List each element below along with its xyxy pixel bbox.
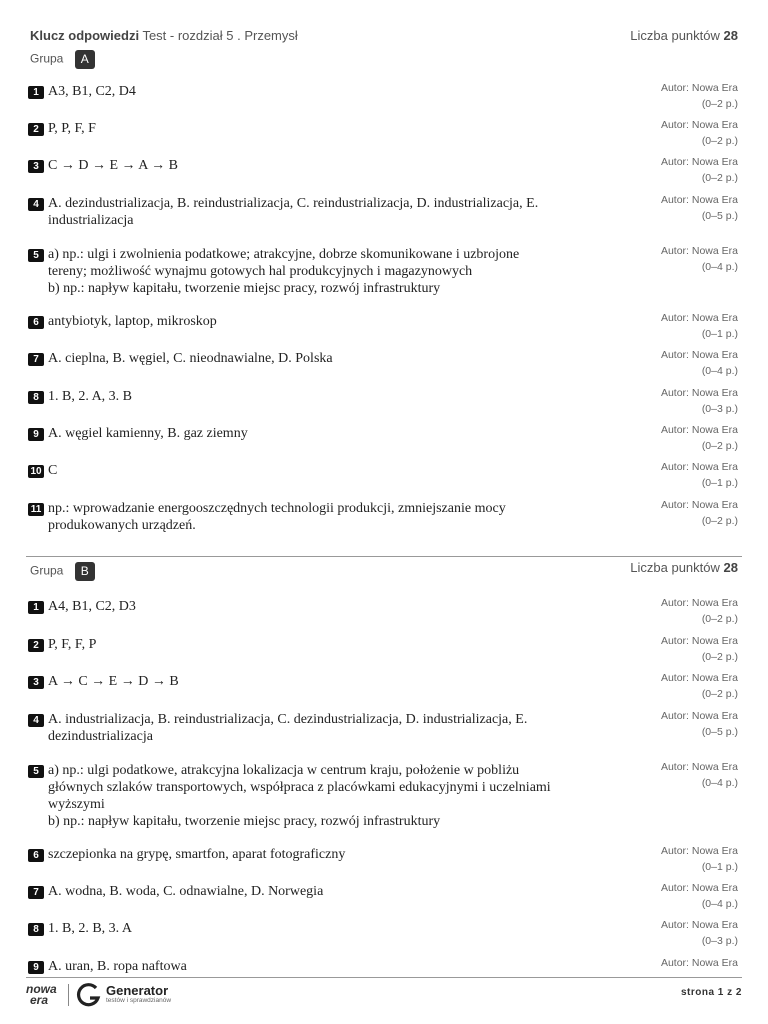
group-label: Grupa [30,563,64,578]
task-meta [661,192,738,224]
task-points: (0–4 p.) [701,261,738,273]
answer-line: dezindustrializacja [48,729,153,744]
task-meta [661,917,738,949]
task-meta [661,347,738,379]
task-number-badge: 4 [28,198,44,211]
answer-line: b) np.: napływ kapitału, tworzenie miejsc pracy, rozwój infrastruktury [48,814,441,829]
task-answer [48,500,588,534]
group-b-label [30,562,95,581]
task-answer [48,350,588,367]
answer-line: A4, B1, C2, D3 [48,599,136,614]
task-number-badge: 1 [28,86,44,99]
task-meta [661,117,738,149]
answer-line: a) np.: ulgi i zwolnienia podatkowe; atrakcyjne, dobrze skomunikowane i uzbrojone [48,247,520,262]
task-points: (0–2 p.) [701,613,738,625]
answer-line: głównych szlaków transportowych, współpraca z placówkami edukacyjnymi i uczelniami [48,780,551,795]
task-points: (0–2 p.) [701,98,738,110]
task-meta [661,880,738,912]
title-rest: Test - rozdział 5 . Przemysł [142,28,298,43]
task-points: (0–2 p.) [701,515,738,527]
task-author: Autor: Nowa Era [660,597,738,609]
task-answer [48,673,588,690]
task-author: Autor: Nowa Era [660,82,738,94]
task-number-badge: 1 [28,601,44,614]
task-meta [661,708,738,740]
group-letter-badge: B [75,562,95,581]
task-meta [661,422,738,454]
answer-line: A. uran, B. ropa naftowa [48,959,187,974]
task-author: Autor: Nowa Era [660,957,738,969]
task-points: (0–2 p.) [701,135,738,147]
task-number-badge: 4 [28,714,44,727]
task-answer [48,958,588,975]
task-points: (0–1 p.) [701,861,738,873]
task-number-badge: 8 [28,923,44,936]
task-number-badge: 8 [28,391,44,404]
task-author: Autor: Nowa Era [660,845,738,857]
task-answer [48,195,588,229]
points-value: 28 [723,560,738,575]
task-answer [48,388,588,405]
answer-line: 1. B, 2. A, 3. B [48,389,133,404]
task-meta [661,385,738,417]
task-meta [661,670,738,702]
task-answer [48,598,588,615]
task-author: Autor: Nowa Era [660,119,738,131]
group-letter-badge: A [75,50,95,69]
answer-line: A. dezindustrializacja, B. reindustrializacja, C. reindustrializacja, D. industrializacja, E. [48,196,539,211]
task-points: (0–3 p.) [701,403,738,415]
task-number-badge: 9 [28,428,44,441]
task-answer [48,762,588,830]
logo-nowa-text: nowa [26,982,57,996]
task-meta [661,459,738,491]
answer-line: C → D → E → A → B [48,158,178,173]
total-points [630,28,738,43]
task-meta [661,759,738,791]
task-answer [48,425,588,442]
task-meta [661,310,738,342]
task-points: (0–3 p.) [701,935,738,947]
task-answer [48,462,588,479]
task-answer [48,920,588,937]
task-number-badge: 2 [28,639,44,652]
task-number-badge: 9 [28,961,44,974]
task-answer [48,313,588,330]
task-answer [48,120,588,137]
answer-line: A3, B1, C2, D4 [48,84,136,99]
answer-line: antybiotyk, laptop, mikroskop [48,314,217,329]
answer-line: wyższymi [48,797,105,812]
group-divider [26,556,742,557]
group-a-label [30,50,95,69]
task-meta [661,80,738,112]
task-author: Autor: Nowa Era [660,156,738,168]
logo-separator [68,984,69,1006]
task-meta [661,633,738,665]
task-number-badge: 6 [28,316,44,329]
task-author: Autor: Nowa Era [660,461,738,473]
answer-line: P, P, F, F [48,121,96,136]
answer-line: szczepionka na grypę, smartfon, aparat fotograficzny [48,847,346,862]
task-points: (0–4 p.) [701,898,738,910]
task-meta [661,595,738,627]
points-value: 28 [723,28,738,43]
task-points: (0–1 p.) [701,477,738,489]
task-author: Autor: Nowa Era [660,499,738,511]
answer-line: a) np.: ulgi podatkowe, atrakcyjna lokalizacja w centrum kraju, położenie w pobliżu [48,763,520,778]
task-points: (0–4 p.) [701,365,738,377]
nowa-era-logo [26,984,57,1006]
task-number-badge: 6 [28,849,44,862]
task-number-badge: 10 [28,465,44,478]
task-answer [48,846,588,863]
answer-line: P, F, F, P [48,637,97,652]
page-footer [26,982,742,1012]
task-points: (0–2 p.) [701,651,738,663]
logo-era-text: era [30,993,49,1007]
document-header [30,28,738,46]
task-answer [48,636,588,653]
group-label: Grupa [30,51,64,66]
task-author: Autor: Nowa Era [660,761,738,773]
task-number-badge: 7 [28,353,44,366]
generator-subtitle: testów i sprawdzianów [106,997,172,1004]
task-answer [48,711,588,745]
title-bold: Klucz odpowiedzi [30,28,140,43]
answer-line: b) np.: napływ kapitału, tworzenie miejsc pracy, rozwój infrastruktury [48,281,441,296]
answer-line: produkowanych urządzeń. [48,518,196,533]
task-answer [48,883,588,900]
answer-line: A. industrializacja, B. reindustrializacja, C. dezindustrializacja, D. industrializacja, E. [48,712,528,727]
task-meta [661,243,738,275]
task-author: Autor: Nowa Era [660,194,738,206]
task-author: Autor: Nowa Era [660,424,738,436]
task-answer [48,83,588,100]
task-author: Autor: Nowa Era [660,710,738,722]
task-author: Autor: Nowa Era [660,672,738,684]
task-author: Autor: Nowa Era [660,349,738,361]
task-answer [48,157,588,174]
task-author: Autor: Nowa Era [660,635,738,647]
task-number-badge: 11 [28,503,44,516]
task-number-badge: 7 [28,886,44,899]
task-meta [661,955,738,971]
answer-line: A. cieplna, B. węgiel, C. nieodnawialne, D. Polska [48,351,333,366]
task-author: Autor: Nowa Era [660,882,738,894]
group-b-points [630,560,738,575]
task-number-badge: 2 [28,123,44,136]
task-author: Autor: Nowa Era [660,245,738,257]
task-points: (0–2 p.) [701,440,738,452]
answer-line: tereny; możliwość wynajmu gotowych hal produkcyjnych i magazynowych [48,264,473,279]
answer-line: A. wodna, B. woda, C. odnawialne, D. Norwegia [48,884,324,899]
task-author: Autor: Nowa Era [660,312,738,324]
task-meta [661,154,738,186]
task-meta [661,497,738,529]
task-number-badge: 3 [28,160,44,173]
task-points: (0–2 p.) [701,172,738,184]
answer-line: np.: wprowadzanie energooszczędnych technologii produkcji, zmniejszanie mocy [48,501,506,516]
page-number: strona 1 z 2 [680,987,742,998]
task-points: (0–5 p.) [701,210,738,222]
task-author: Autor: Nowa Era [660,919,738,931]
points-label: Liczba punktów [630,560,720,575]
answer-line: A. węgiel kamienny, B. gaz ziemny [48,426,248,441]
task-meta [661,843,738,875]
task-points: (0–5 p.) [701,726,738,738]
task-number-badge: 5 [28,249,44,262]
task-number-badge: 5 [28,765,44,778]
task-points: (0–1 p.) [701,328,738,340]
generator-g-icon [76,982,102,1008]
answer-line: A → C → E → D → B [48,674,179,689]
task-points: (0–4 p.) [701,777,738,789]
answer-line: 1. B, 2. B, 3. A [48,921,133,936]
task-points: (0–2 p.) [701,688,738,700]
footer-divider [26,977,742,978]
task-answer [48,246,588,297]
answer-line: industrializacja [48,213,134,228]
answer-line: C [48,463,58,478]
generator-title: Generator [106,983,169,998]
points-label: Liczba punktów [630,28,720,43]
task-author: Autor: Nowa Era [660,387,738,399]
task-number-badge: 3 [28,676,44,689]
